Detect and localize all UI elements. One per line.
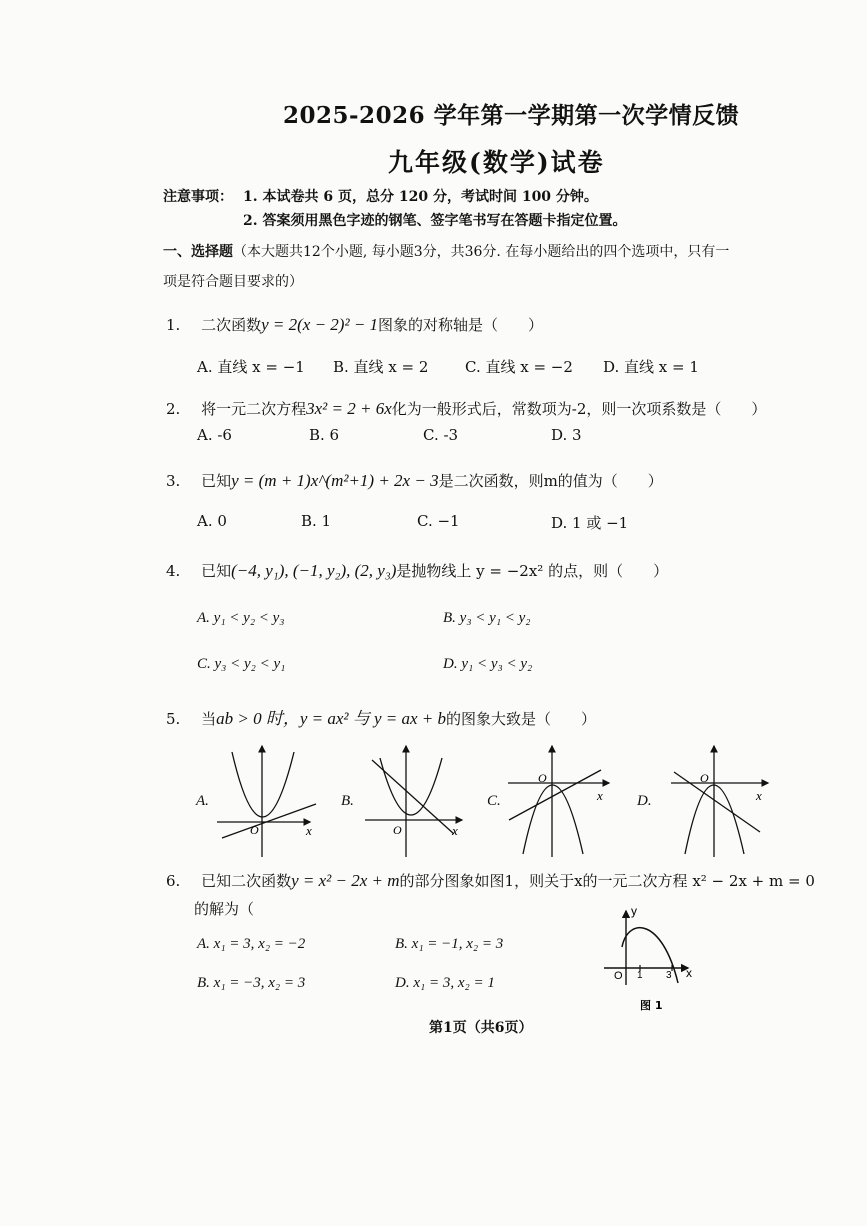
question-formula: ab > 0 时，y = ax² 与 y = ax + b (216, 709, 447, 728)
line (372, 760, 454, 834)
parabola (380, 758, 442, 815)
section-1-desc: （本大题共12个小题, 每小题3分，共36分. 在每小题给出的四个选项中，只有一 (233, 244, 730, 260)
q3-option-c: C. −1 (417, 512, 460, 530)
q6-option-b: B. x₁ = −1, x₂ = 3 (395, 936, 504, 952)
question-1 (166, 314, 543, 335)
q5-graph-b (362, 742, 472, 862)
x-label: x (452, 823, 458, 838)
section-1-header (163, 241, 729, 261)
question-number: 6. (166, 872, 181, 890)
figure-caption: 图 1 (640, 999, 663, 1012)
question-prefix: 已知 (201, 472, 232, 490)
question-prefix: 将一元二次方程 (201, 400, 307, 418)
question-suffix: 图象的对称轴是（ ） (378, 316, 544, 334)
question-prefix: 已知二次函数 (201, 872, 292, 890)
line (509, 770, 601, 820)
parabola (232, 752, 294, 817)
origin-label: O (250, 823, 259, 837)
x-label: x (306, 823, 312, 838)
x-label: x (597, 788, 603, 803)
question-6-line2: 的解为（ (194, 900, 255, 918)
x-label: x (756, 788, 762, 803)
q5-graph-a (212, 742, 322, 862)
q1-option-d: D. 直线 x = 1 (603, 358, 699, 376)
q2-option-b: B. 6 (309, 426, 340, 444)
q5-graph-d (668, 742, 778, 862)
q6-option-a: A. x₁ = 3, x₂ = −2 (197, 936, 306, 952)
q1-option-c: C. 直线 x = −2 (465, 358, 573, 376)
exam-subtitle: 九年级(数学)试卷 (388, 148, 605, 177)
figure-1 (600, 905, 700, 1015)
q4-option-d: D. y₁ < y₃ < y₂ (443, 656, 533, 672)
x-label: x (686, 966, 692, 980)
question-2 (166, 398, 766, 419)
q2-option-d: D. 3 (551, 426, 582, 444)
notes-label: 注意事项： (163, 189, 233, 205)
question-formula: y = x² − 2x + m (291, 871, 400, 890)
line (674, 772, 760, 832)
question-number: 4. (166, 562, 181, 580)
q5-graph-c (505, 742, 620, 862)
question-prefix: 已知 (201, 562, 232, 580)
question-suffix: 是抛物线上 y = −2x² 的点，则（ ） (396, 562, 669, 580)
q2-option-a: A. -6 (197, 426, 232, 444)
question-4 (166, 560, 668, 581)
question-number: 5. (166, 710, 181, 728)
q5-option-c-label: C. (487, 793, 501, 809)
origin-label: O (393, 823, 402, 837)
q3-option-b: B. 1 (301, 512, 332, 530)
question-suffix: 化为一般形式后，常数项为-2，则一次项系数是（ ） (391, 400, 767, 418)
notes-item-1: 1. 本试卷共 6 页，总分 120 分，考试时间 100 分钟。 (243, 189, 598, 205)
y-label: y (631, 904, 637, 918)
q6-option-d: D. x₁ = 3, x₂ = 1 (395, 975, 495, 991)
q5-option-b-label: B. (341, 793, 354, 809)
question-formula: 3x² = 2 + 6x (306, 399, 392, 418)
tick-1-label: 1 (637, 970, 643, 981)
exam-title: 2025-2026 学年第一学期第一次学情反馈 (283, 102, 740, 129)
question-formula: (−4, y₁), (−1, y₂), (2, y₃) (231, 561, 397, 580)
section-1-desc-line2: 项是符合题目要求的） (163, 274, 303, 290)
q3-option-d: D. 1 或 −1 (551, 514, 629, 532)
question-suffix: 的图象大致是（ ） (446, 710, 597, 728)
question-number: 1. (166, 316, 181, 334)
q3-option-a: A. 0 (197, 512, 227, 530)
q1-option-b: B. 直线 x = 2 (333, 358, 429, 376)
origin-label: O (538, 771, 547, 785)
q1-option-a: A. 直线 x = −1 (197, 358, 305, 376)
origin-label: O (700, 771, 709, 785)
page-footer: 第1页（共6页） (429, 1020, 533, 1036)
question-3 (166, 470, 663, 491)
section-1-heading: 一、选择题 (163, 244, 233, 260)
question-6 (166, 870, 815, 891)
q4-option-c: C. y₃ < y₂ < y₁ (197, 656, 286, 672)
question-suffix: 是二次函数，则m的值为（ ） (438, 472, 663, 490)
question-suffix: 的部分图象如图1，则关于x的一元二次方程 x² − 2x + m = 0 (399, 872, 815, 890)
question-prefix: 二次函数 (201, 316, 262, 334)
q6-option-b2: B. x₁ = −3, x₂ = 3 (197, 975, 306, 991)
question-formula: y = (m + 1)x^(m²+1) + 2x − 3 (231, 471, 439, 490)
tick-3-label: 3 (666, 970, 672, 981)
notes-item-2: 2. 答案须用黑色字迹的钢笔、签字笔书写在答题卡指定位置。 (243, 213, 627, 229)
q4-option-b: B. y₃ < y₁ < y₂ (443, 610, 531, 626)
question-5 (166, 704, 596, 729)
question-formula: y = 2(x − 2)² − 1 (261, 315, 379, 334)
q5-option-d-label: D. (637, 793, 652, 809)
origin-label: O (614, 970, 623, 982)
question-prefix: 当 (201, 710, 217, 728)
q5-option-a-label: A. (196, 793, 209, 809)
line (222, 804, 316, 838)
question-number: 2. (166, 400, 181, 418)
question-number: 3. (166, 472, 181, 490)
q2-option-c: C. -3 (423, 426, 459, 444)
q4-option-a: A. y₁ < y₂ < y₃ (197, 610, 285, 626)
